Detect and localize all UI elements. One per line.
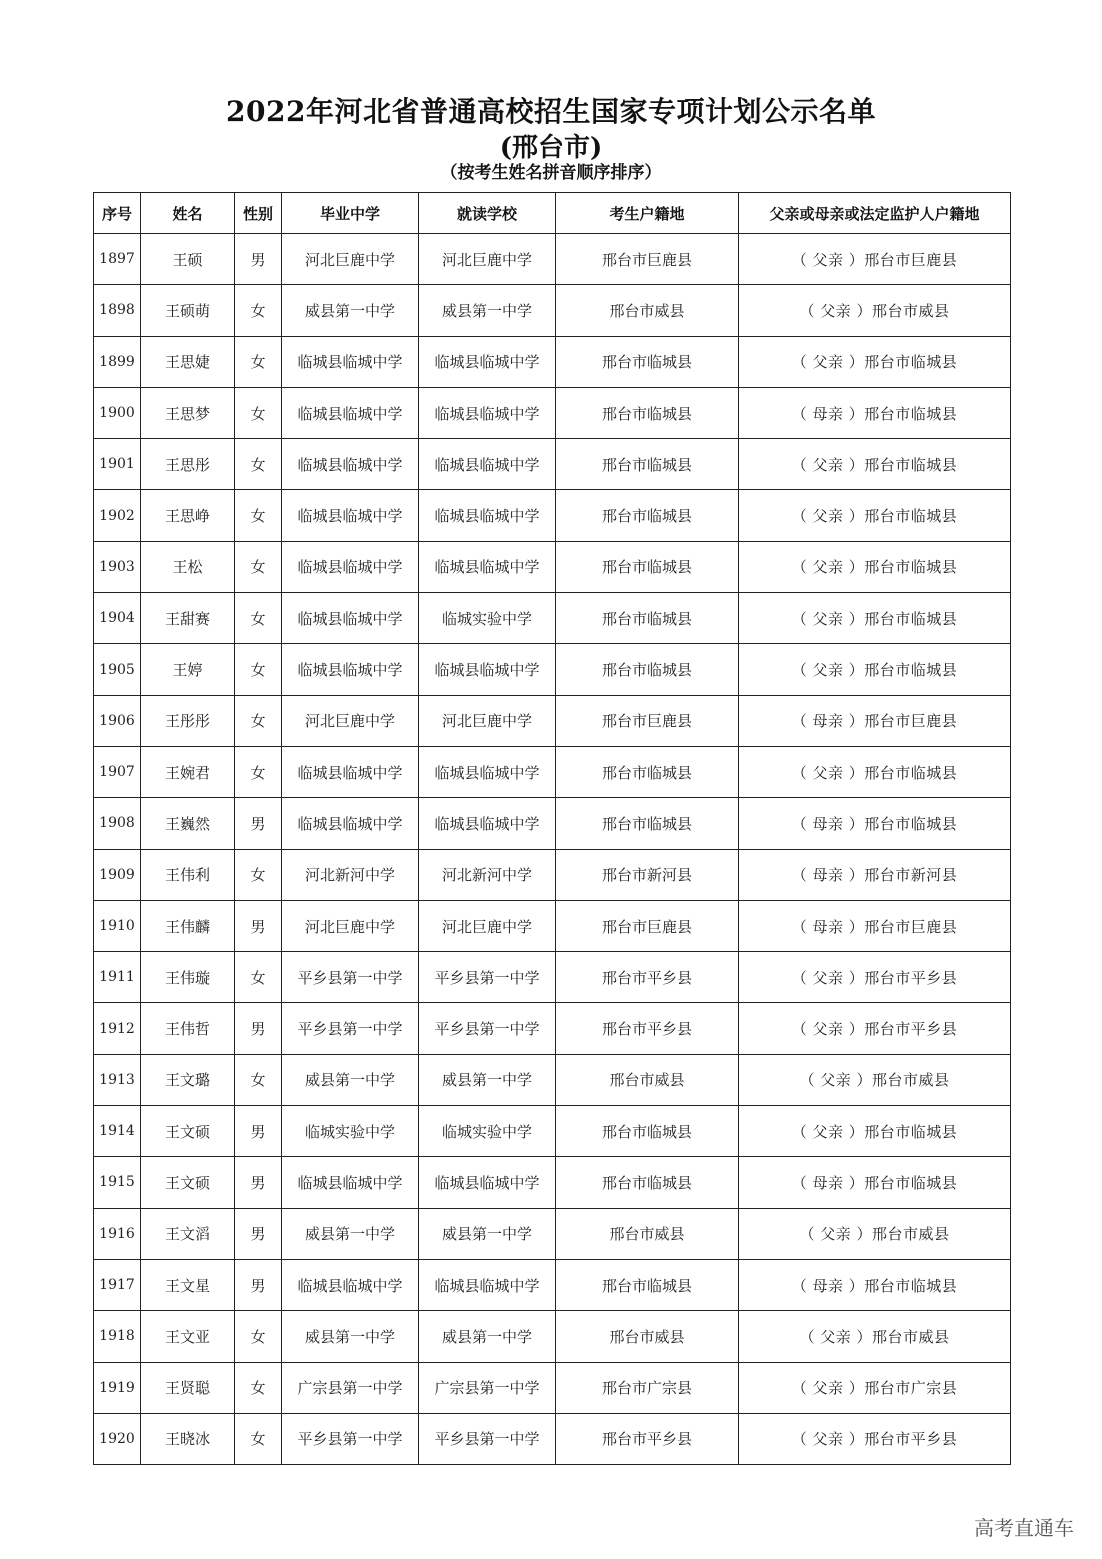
header-graduated-school: 毕业中学: [282, 193, 419, 234]
cell-current-school: 临城县临城中学: [419, 1259, 556, 1310]
cell-gender: 女: [235, 1054, 282, 1105]
cell-guardian-hukou: （ 母亲 ）邢台市临城县: [739, 387, 1011, 438]
header-name: 姓名: [141, 193, 235, 234]
cell-index: 1903: [94, 541, 141, 592]
cell-current-school: 平乡县第一中学: [419, 952, 556, 1003]
cell-graduated-school: 临城实验中学: [282, 1106, 419, 1157]
cell-gender: 女: [235, 490, 282, 541]
cell-graduated-school: 临城县临城中学: [282, 644, 419, 695]
cell-graduated-school: 河北巨鹿中学: [282, 234, 419, 285]
cell-gender: 男: [235, 900, 282, 951]
cell-graduated-school: 广宗县第一中学: [282, 1362, 419, 1413]
cell-graduated-school: 临城县临城中学: [282, 439, 419, 490]
cell-name: 王思婕: [141, 336, 235, 387]
cell-current-school: 平乡县第一中学: [419, 1003, 556, 1054]
cell-index: 1917: [94, 1259, 141, 1310]
header-index: 序号: [94, 193, 141, 234]
table-row: [94, 593, 1011, 644]
cell-guardian-hukou: （ 母亲 ）邢台市临城县: [739, 1259, 1011, 1310]
cell-current-school: 河北巨鹿中学: [419, 234, 556, 285]
cell-guardian-hukou: （ 父亲 ）邢台市平乡县: [739, 1413, 1011, 1464]
cell-guardian-hukou: （ 母亲 ）邢台市巨鹿县: [739, 900, 1011, 951]
cell-index: 1898: [94, 285, 141, 336]
cell-graduated-school: 临城县临城中学: [282, 1259, 419, 1310]
cell-student-hukou: 邢台市临城县: [556, 1106, 739, 1157]
cell-student-hukou: 邢台市临城县: [556, 593, 739, 644]
cell-name: 王文硕: [141, 1157, 235, 1208]
cell-name: 王彤彤: [141, 695, 235, 746]
cell-index: 1912: [94, 1003, 141, 1054]
cell-index: 1920: [94, 1413, 141, 1464]
cell-gender: 女: [235, 849, 282, 900]
cell-guardian-hukou: （ 母亲 ）邢台市新河县: [739, 849, 1011, 900]
cell-student-hukou: 邢台市巨鹿县: [556, 234, 739, 285]
cell-graduated-school: 威县第一中学: [282, 1208, 419, 1259]
table-row: [94, 285, 1011, 336]
cell-gender: 女: [235, 746, 282, 797]
cell-gender: 男: [235, 1208, 282, 1259]
table-row: [94, 1157, 1011, 1208]
cell-graduated-school: 临城县临城中学: [282, 541, 419, 592]
cell-gender: 女: [235, 695, 282, 746]
table-row: [94, 1106, 1011, 1157]
cell-graduated-school: 河北巨鹿中学: [282, 695, 419, 746]
table-row: [94, 952, 1011, 1003]
cell-guardian-hukou: （ 父亲 ）邢台市平乡县: [739, 952, 1011, 1003]
roster-table: [93, 192, 1011, 1465]
cell-current-school: 临城县临城中学: [419, 387, 556, 438]
cell-student-hukou: 邢台市临城县: [556, 541, 739, 592]
cell-gender: 女: [235, 644, 282, 695]
cell-name: 王婷: [141, 644, 235, 695]
cell-gender: 女: [235, 952, 282, 1003]
cell-name: 王思峥: [141, 490, 235, 541]
cell-current-school: 临城实验中学: [419, 1106, 556, 1157]
cell-name: 王伟哲: [141, 1003, 235, 1054]
document-title: 2022年河北省普通高校招生国家专项计划公示名单: [226, 95, 876, 128]
table-row: [94, 644, 1011, 695]
cell-graduated-school: 平乡县第一中学: [282, 1003, 419, 1054]
cell-student-hukou: 邢台市巨鹿县: [556, 695, 739, 746]
cell-name: 王文璐: [141, 1054, 235, 1105]
cell-current-school: 平乡县第一中学: [419, 1413, 556, 1464]
cell-graduated-school: 临城县临城中学: [282, 593, 419, 644]
cell-gender: 男: [235, 798, 282, 849]
cell-gender: 女: [235, 593, 282, 644]
cell-current-school: 威县第一中学: [419, 1054, 556, 1105]
cell-student-hukou: 邢台市平乡县: [556, 1003, 739, 1054]
cell-gender: 女: [235, 1362, 282, 1413]
cell-student-hukou: 邢台市新河县: [556, 849, 739, 900]
cell-guardian-hukou: （ 父亲 ）邢台市平乡县: [739, 1003, 1011, 1054]
cell-name: 王硕: [141, 234, 235, 285]
cell-current-school: 河北巨鹿中学: [419, 695, 556, 746]
cell-graduated-school: 平乡县第一中学: [282, 952, 419, 1003]
cell-current-school: 临城县临城中学: [419, 336, 556, 387]
cell-index: 1897: [94, 234, 141, 285]
cell-index: 1900: [94, 387, 141, 438]
cell-student-hukou: 邢台市临城县: [556, 490, 739, 541]
cell-guardian-hukou: （ 父亲 ）邢台市临城县: [739, 490, 1011, 541]
watermark-text: 高考直通车: [974, 1516, 1074, 1540]
cell-name: 王婉君: [141, 746, 235, 797]
cell-guardian-hukou: （ 父亲 ）邢台市临城县: [739, 541, 1011, 592]
cell-name: 王思彤: [141, 439, 235, 490]
table-row: [94, 541, 1011, 592]
table-row: [94, 387, 1011, 438]
cell-student-hukou: 邢台市平乡县: [556, 952, 739, 1003]
cell-index: 1910: [94, 900, 141, 951]
cell-index: 1906: [94, 695, 141, 746]
cell-current-school: 临城县临城中学: [419, 1157, 556, 1208]
cell-graduated-school: 平乡县第一中学: [282, 1413, 419, 1464]
cell-student-hukou: 邢台市临城县: [556, 798, 739, 849]
cell-index: 1901: [94, 439, 141, 490]
table-row: [94, 1413, 1011, 1464]
cell-graduated-school: 临城县临城中学: [282, 490, 419, 541]
cell-gender: 女: [235, 336, 282, 387]
cell-name: 王贤聪: [141, 1362, 235, 1413]
roster-body: [94, 234, 1011, 1465]
cell-guardian-hukou: （ 父亲 ）邢台市威县: [739, 1054, 1011, 1105]
cell-student-hukou: 邢台市临城县: [556, 644, 739, 695]
sort-note: （按考生姓名拼音顺序排序）: [440, 163, 662, 183]
cell-guardian-hukou: （ 母亲 ）邢台市临城县: [739, 1157, 1011, 1208]
cell-current-school: 临城县临城中学: [419, 644, 556, 695]
cell-current-school: 临城县临城中学: [419, 439, 556, 490]
cell-student-hukou: 邢台市临城县: [556, 387, 739, 438]
cell-gender: 男: [235, 1106, 282, 1157]
cell-graduated-school: 临城县临城中学: [282, 336, 419, 387]
cell-student-hukou: 邢台市平乡县: [556, 1413, 739, 1464]
cell-gender: 女: [235, 1311, 282, 1362]
cell-student-hukou: 邢台市威县: [556, 1311, 739, 1362]
cell-guardian-hukou: （ 父亲 ）邢台市临城县: [739, 439, 1011, 490]
table-row: [94, 234, 1011, 285]
cell-graduated-school: 河北巨鹿中学: [282, 900, 419, 951]
cell-guardian-hukou: （ 父亲 ）邢台市威县: [739, 285, 1011, 336]
cell-guardian-hukou: （ 父亲 ）邢台市临城县: [739, 336, 1011, 387]
cell-guardian-hukou: （ 父亲 ）邢台市临城县: [739, 644, 1011, 695]
cell-graduated-school: 临城县临城中学: [282, 798, 419, 849]
cell-graduated-school: 河北新河中学: [282, 849, 419, 900]
cell-guardian-hukou: （ 父亲 ）邢台市广宗县: [739, 1362, 1011, 1413]
cell-current-school: 临城县临城中学: [419, 746, 556, 797]
header-student-hukou: 考生户籍地: [556, 193, 739, 234]
cell-name: 王文星: [141, 1259, 235, 1310]
cell-guardian-hukou: （ 父亲 ）邢台市威县: [739, 1311, 1011, 1362]
cell-current-school: 河北巨鹿中学: [419, 900, 556, 951]
cell-graduated-school: 威县第一中学: [282, 285, 419, 336]
cell-current-school: 广宗县第一中学: [419, 1362, 556, 1413]
header-gender: 性别: [235, 193, 282, 234]
table-row: [94, 746, 1011, 797]
cell-name: 王文亚: [141, 1311, 235, 1362]
cell-graduated-school: 临城县临城中学: [282, 1157, 419, 1208]
cell-index: 1909: [94, 849, 141, 900]
cell-current-school: 威县第一中学: [419, 285, 556, 336]
table-row: [94, 1259, 1011, 1310]
header-row: [94, 193, 1011, 234]
cell-name: 王伟璇: [141, 952, 235, 1003]
cell-name: 王巍然: [141, 798, 235, 849]
table-row: [94, 798, 1011, 849]
cell-index: 1904: [94, 593, 141, 644]
cell-current-school: 临城县临城中学: [419, 798, 556, 849]
cell-graduated-school: 临城县临城中学: [282, 746, 419, 797]
cell-name: 王晓冰: [141, 1413, 235, 1464]
header-current-school: 就读学校: [419, 193, 556, 234]
cell-gender: 男: [235, 1259, 282, 1310]
cell-index: 1913: [94, 1054, 141, 1105]
cell-guardian-hukou: （ 父亲 ）邢台市临城县: [739, 593, 1011, 644]
cell-student-hukou: 邢台市临城县: [556, 1259, 739, 1310]
cell-index: 1902: [94, 490, 141, 541]
cell-name: 王文滔: [141, 1208, 235, 1259]
cell-student-hukou: 邢台市威县: [556, 1208, 739, 1259]
table-row: [94, 1208, 1011, 1259]
table-row: [94, 490, 1011, 541]
header-guardian-hukou: 父亲或母亲或法定监护人户籍地: [739, 193, 1011, 234]
cell-name: 王思梦: [141, 387, 235, 438]
document-subtitle: (邢台市): [499, 133, 603, 163]
table-row: [94, 1362, 1011, 1413]
table-row: [94, 1311, 1011, 1362]
cell-name: 王伟利: [141, 849, 235, 900]
cell-index: 1915: [94, 1157, 141, 1208]
cell-gender: 男: [235, 1157, 282, 1208]
cell-current-school: 河北新河中学: [419, 849, 556, 900]
cell-name: 王松: [141, 541, 235, 592]
cell-index: 1914: [94, 1106, 141, 1157]
cell-gender: 男: [235, 1003, 282, 1054]
table-row: [94, 1003, 1011, 1054]
cell-student-hukou: 邢台市威县: [556, 285, 739, 336]
cell-gender: 男: [235, 234, 282, 285]
cell-index: 1918: [94, 1311, 141, 1362]
cell-student-hukou: 邢台市临城县: [556, 746, 739, 797]
cell-graduated-school: 威县第一中学: [282, 1311, 419, 1362]
cell-index: 1916: [94, 1208, 141, 1259]
cell-index: 1919: [94, 1362, 141, 1413]
cell-gender: 女: [235, 541, 282, 592]
cell-current-school: 威县第一中学: [419, 1311, 556, 1362]
cell-student-hukou: 邢台市临城县: [556, 1157, 739, 1208]
cell-current-school: 临城实验中学: [419, 593, 556, 644]
table-row: [94, 1054, 1011, 1105]
cell-current-school: 临城县临城中学: [419, 541, 556, 592]
cell-student-hukou: 邢台市威县: [556, 1054, 739, 1105]
cell-guardian-hukou: （ 父亲 ）邢台市威县: [739, 1208, 1011, 1259]
cell-guardian-hukou: （ 母亲 ）邢台市临城县: [739, 798, 1011, 849]
cell-graduated-school: 威县第一中学: [282, 1054, 419, 1105]
cell-name: 王文硕: [141, 1106, 235, 1157]
cell-index: 1899: [94, 336, 141, 387]
table-row: [94, 439, 1011, 490]
cell-current-school: 威县第一中学: [419, 1208, 556, 1259]
cell-current-school: 临城县临城中学: [419, 490, 556, 541]
cell-index: 1908: [94, 798, 141, 849]
cell-name: 王伟麟: [141, 900, 235, 951]
table-row: [94, 336, 1011, 387]
cell-name: 王硕萌: [141, 285, 235, 336]
cell-gender: 女: [235, 439, 282, 490]
cell-gender: 女: [235, 387, 282, 438]
table-row: [94, 900, 1011, 951]
cell-gender: 女: [235, 285, 282, 336]
cell-index: 1911: [94, 952, 141, 1003]
cell-name: 王甜赛: [141, 593, 235, 644]
cell-gender: 女: [235, 1413, 282, 1464]
cell-student-hukou: 邢台市临城县: [556, 439, 739, 490]
table-row: [94, 849, 1011, 900]
cell-guardian-hukou: （ 父亲 ）邢台市临城县: [739, 746, 1011, 797]
cell-student-hukou: 邢台市广宗县: [556, 1362, 739, 1413]
cell-guardian-hukou: （ 父亲 ）邢台市巨鹿县: [739, 234, 1011, 285]
table-row: [94, 695, 1011, 746]
cell-guardian-hukou: （ 父亲 ）邢台市临城县: [739, 1106, 1011, 1157]
cell-index: 1905: [94, 644, 141, 695]
cell-student-hukou: 邢台市临城县: [556, 336, 739, 387]
cell-index: 1907: [94, 746, 141, 797]
cell-graduated-school: 临城县临城中学: [282, 387, 419, 438]
cell-student-hukou: 邢台市巨鹿县: [556, 900, 739, 951]
cell-guardian-hukou: （ 母亲 ）邢台市巨鹿县: [739, 695, 1011, 746]
